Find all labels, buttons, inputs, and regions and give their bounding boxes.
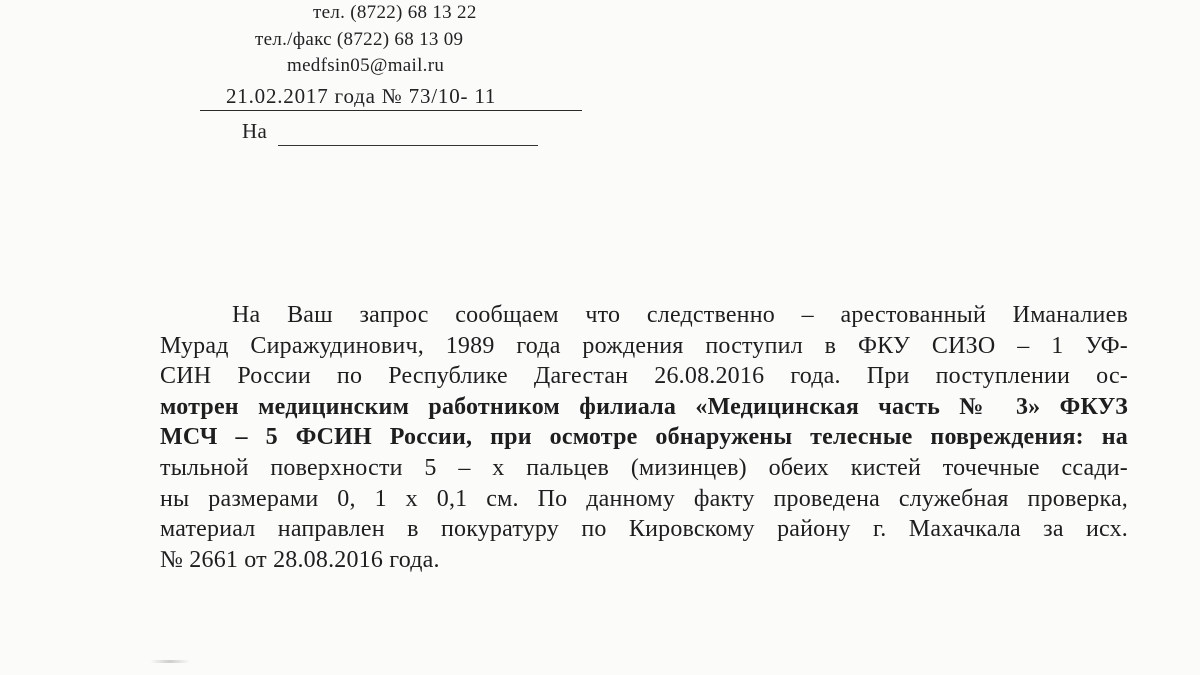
header-fax: тел./факс (8722) 68 13 09 <box>255 29 464 50</box>
body-line: № 2661 от 28.08.2016 года. <box>160 546 440 573</box>
reply-to-label: На <box>242 119 268 143</box>
body-line: МСЧ – 5 ФСИН России, при осмотре обнаружены телесные повреждения: на <box>160 424 1128 451</box>
body-line: ны размерами 0, 1 х 0,1 см. По данному факту проведена служебная проверка, <box>160 485 1128 512</box>
body-line: тыльной поверхности 5 – х пальцев (мизинцев) обеих кистей точечные ссади- <box>160 454 1128 481</box>
body-line: Мурад Сиражудинович, 1989 года рождения поступил в ФКУ СИЗО – 1 УФ- <box>160 332 1128 359</box>
reply-to-blank-line <box>278 145 538 146</box>
scan-artifact <box>150 660 190 663</box>
letter-body <box>160 300 1128 575</box>
header-phone: тел. (8722) 68 13 22 <box>313 2 477 23</box>
body-line: СИН России по Республике Дагестан 26.08.2016 года. При поступлении ос- <box>160 363 1128 390</box>
body-line: мотрен медицинским работником филиала «Медицинская часть № 3» ФКУЗ <box>160 393 1128 420</box>
body-line: материал направлен в покуратуру по Кировскому району г. Махачкала за исх. <box>160 516 1128 543</box>
document-date-reference: 21.02.2017 года № 73/10- 11 <box>200 82 582 111</box>
header-email: medfsin05@mail.ru <box>287 55 445 76</box>
body-line: На Ваш запрос сообщаем что следственно – арестованный Иманалиев <box>232 302 1128 328</box>
